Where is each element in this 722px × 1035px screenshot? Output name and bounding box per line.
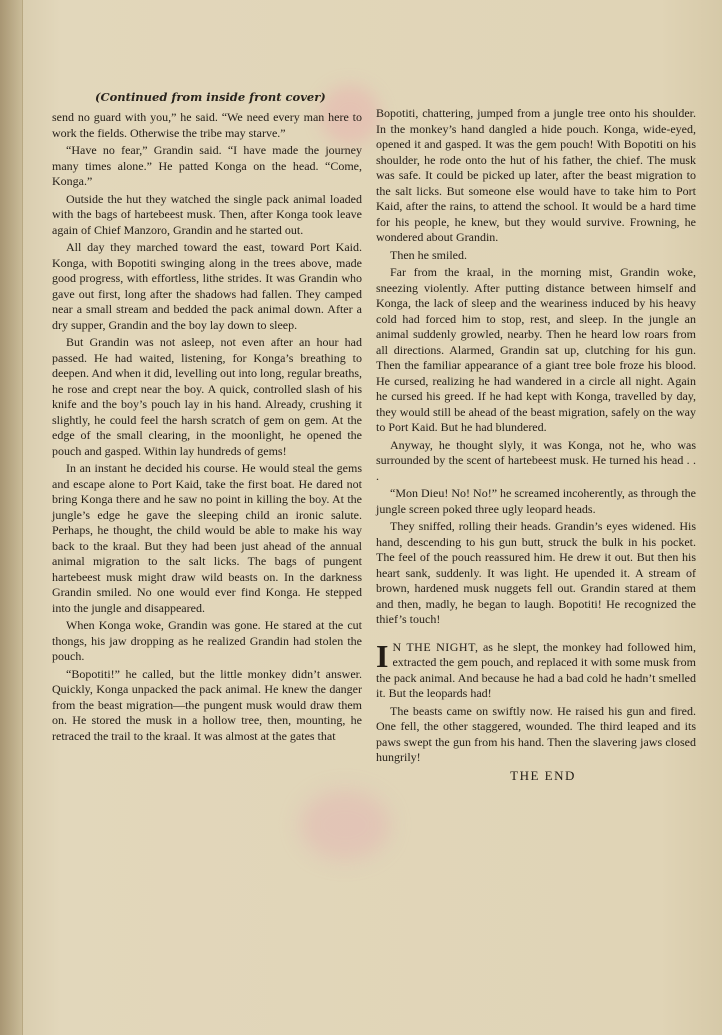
paragraph: Then he smiled. — [390, 247, 467, 262]
paper-stain — [300, 790, 390, 860]
paragraph: “Mon Dieu! No! No!” he screamed incoherently, as through the jungle screen poked three ugly leopard heads. — [376, 486, 696, 516]
page-spine — [0, 0, 23, 1035]
paragraph: send no guard with you,” he said. “We need every man here to work the fields. Otherwise the tribe may starve.” — [52, 110, 362, 140]
paragraph: Anyway, he thought slyly, it was Konga, not he, who was surrounded by the scent of hartebeest musk. He turned his head . . . — [376, 437, 696, 483]
paragraph: They sniffed, rolling their heads. Grandin’s eyes widened. His hand, descending to his gun butt, struck the bulk in his pocket. The feel of the pouch reassured him. He drew it out. But then his heart sank, suddenly. It was light. He upended it. A stream of brown, hardened musk nuggets fell out. Grandin stared at them and then, madly, he began to laugh. Bopotiti! He recognized the thief’s touch! — [376, 519, 696, 626]
paragraph: “Have no fear,” Grandin said. “I have made the journey many times alone.” He patted Konga on the head. “Come, Konga.” — [52, 143, 362, 188]
continued-note: (Continued from inside front cover) — [95, 90, 326, 104]
drop-cap: I — [376, 637, 389, 674]
paragraph: When Konga woke, Grandin was gone. He stared at the cut thongs, his jaw dropping as he realized Grandin had stolen the pouch. — [52, 618, 362, 663]
epilogue-paragraph — [376, 637, 696, 702]
epilogue-text: as he slept, the monkey had followed him, extracted the gem pouch, and replaced it with some musk from the pack animal. And because he had a bad cold he hadn’t smelled it. But the leopards had! — [376, 639, 696, 700]
paragraph: Outside the hut they watched the single pack animal loaded with the bags of hartebeest musk. Then, after Konga took leave again of Chief Manzoro, Grandin and he started out. — [52, 191, 362, 237]
paragraph: Bopotiti, chattering, jumped from a jungle tree onto his shoulder. In the monkey’s hand dangled a hide pouch. Konga, wide-eyed, opened it and gasped. It was the gem pouch! With Bopotiti on his shoulder, he rode onto the hut of his father, the chief. The musk was safe. It could be picked up later, after the beast migration to the salt licks. But someone else would have to take him to Port Kaid, after the rains, to attend the school. It would be a hard time for his people, he knew, but they would survive. Frowning, he wondered about Grandin. — [376, 106, 696, 244]
lead-in: N THE NIGHT, — [392, 639, 479, 654]
paragraph: But Grandin was not asleep, not even after an hour had passed. He had waited, listening, for Konga’s breathing to deepen. And when it did, levelling out into long, regular breaths, he rose and crept near the boy. A quick, controlled slash of his knife and the boy’s pouch lay in his hand. Already, crushing it slightly, he could feel the harsh scratch of gem on gem. At the edge of the small clearing, in the moonlight, he opened the pouch and gasped. Within lay hundreds of gems! — [52, 335, 362, 458]
right-column — [376, 106, 696, 785]
the-end: THE END — [510, 767, 576, 783]
paragraph: The beasts came on swiftly now. He raised his gun and fired. One fell, the other staggered, wounded. The third leaped and its paws swept the gun from his hand. Then the slavering jaws closed hungrily! — [376, 703, 696, 764]
paragraph: In an instant he decided his course. He would steal the gems and escape alone to Port Kaid, take the first boat. He dared not bring Konga there and he saw no point in killing the boy. At the jungle’s edge he gave the sleeping child an ironic salute. Perhaps, he thought, the child would be able to make his way back to the kraal. But they had been just ahead of the annual animal migration to the salt licks. The bags of pungent hartebeest musk might draw wild beasts on. In the darkness Grandin smiled. No one would ever find Konga. He stepped into the jungle and disappeared. — [52, 461, 362, 615]
paragraph: All day they marched toward the east, toward Port Kaid. Konga, with Bopotiti swinging along in the trees above, made good progress, with effortless, lithe strides. It was Grandin who gave out first, long after the shadows had fallen. They camped near a small stream and bedded the pack animal down. After a dry supper, Grandin and the boy lay down to sleep. — [52, 240, 362, 332]
paragraph: “Bopotiti!” he called, but the little monkey didn’t answer. Quickly, Konga unpacked the pack animal. He knew the danger from the beast migration—the pungent musk would draw them on. He stored the musk in a hollow tree, then, mounting, he retraced the trail to the kraal. It was almost at the gates that — [52, 666, 362, 743]
paragraph: Far from the kraal, in the morning mist, Grandin woke, sneezing violently. After putting distance between himself and Konga, the lack of sleep and the weariness induced by his heavy cold had forced him to stop, rest, and sleep. In the jungle an animal suddenly growled, nearby. Then he heard low roars from all directions. Alarmed, Grandin sat up, clutching for his gun. Then the familiar appearance of a giant tree bole froze his blood. He cursed, realizing he had wandered in a circle all night. Again he cursed his greed. If he had kept with Konga, travelled by day, they would still be ahead of the beast migration, safely on the way to Port Kaid. But he had blundered. — [376, 265, 696, 434]
left-column — [52, 110, 362, 746]
